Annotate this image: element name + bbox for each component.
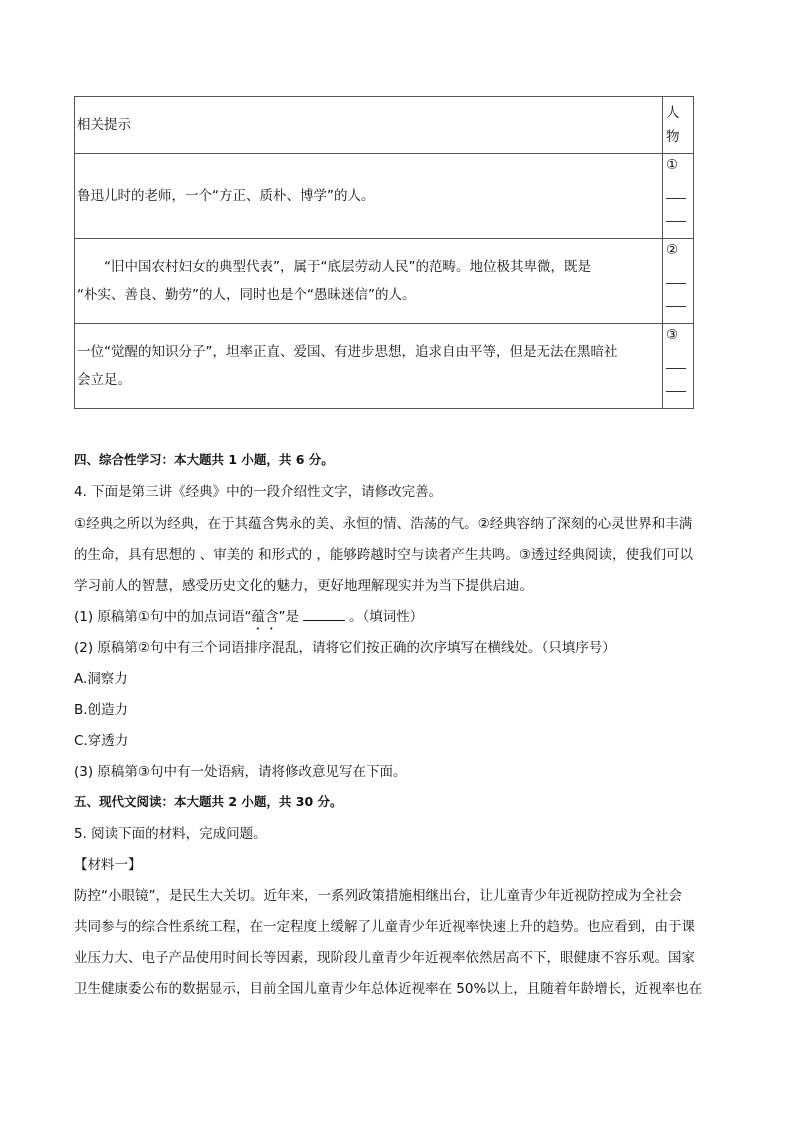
section-4-heading: 四、综合性学习：本大题共 1 小题，共 6 分。 — [74, 452, 334, 467]
hint-line: “朴实、善良、勤劳”的人，同时也是个“愚昧迷信”的人。 — [77, 287, 416, 303]
table-row — [75, 154, 694, 239]
person-cell[interactable] — [663, 324, 694, 409]
question-4-title: 4. 下面是第三讲《经典》中的一段介绍性文字，请修改完善。 — [74, 484, 443, 500]
row-hint — [75, 324, 663, 409]
hint-line: “旧中国农村妇女的典型代表”，属于“底层劳动人民”的范畴。地位极其卑微，既是 — [77, 259, 591, 275]
sub1-post: 。（填词性） — [349, 609, 424, 625]
row-hint — [75, 239, 663, 324]
answer-blank[interactable] — [666, 369, 686, 392]
table-row — [75, 324, 694, 409]
passage-line: 学习前人的智慧，感受历史文化的魅力，更好地理解现实并为当下提供启迪。 — [74, 578, 533, 594]
passage-line: 的生命，具有思想的 、审美的 和形式的 ，能够跨越时空与读者产生共鸣。③透过经典阅读，使我们可以 — [74, 547, 693, 563]
answer-blank[interactable] — [666, 261, 686, 284]
passage-line: 卫生健康委公布的数据显示，目前全国儿童青少年总体近视率在 50%以上，且随着年龄增长，近视率也在 — [74, 981, 703, 997]
sub-question-3: (3) 原稿第③句中有一处语病，请将修改意见写在下面。 — [74, 764, 407, 780]
option-a: A.洞察力 — [74, 671, 128, 687]
answer-blank[interactable] — [666, 199, 686, 222]
section-5-heading: 五、现代文阅读：本大题共 2 小题，共 30 分。 — [74, 794, 343, 809]
header-person — [663, 97, 694, 154]
dotted-word: 蕴含 — [251, 609, 279, 625]
answer-blank[interactable] — [666, 284, 686, 307]
answer-blank[interactable] — [303, 608, 345, 621]
hint-line: 会立足。 — [77, 372, 131, 388]
table-row — [75, 239, 694, 324]
table-header-row — [75, 97, 694, 154]
person-number: ② — [666, 242, 679, 258]
passage-line: 业压力大、电子产品使用时间长等因素，现阶段儿童青少年近视率依然居高不下，眼健康不容乐观。国家 — [74, 950, 695, 966]
passage-line: ①经典之所以为经典，在于其蕴含隽永的美、永恒的情、浩荡的气。②经典容纳了深刻的心灵世界和丰满 — [74, 516, 693, 532]
person-cell[interactable] — [663, 154, 694, 239]
row-hint — [75, 154, 663, 239]
answer-blank[interactable] — [666, 346, 686, 369]
passage-line: 共同参与的综合性系统工程，在一定程度上缓解了儿童青少年近视率快速上升的趋势。也应看到，由于课 — [74, 919, 695, 935]
sub-question-1 — [74, 605, 423, 633]
hint-line: 一位“觉醒的知识分子”，坦率正直、爱国、有进步思想，追求自由平等，但是无法在黑暗社 — [77, 344, 618, 360]
sub-question-2: (2) 原稿第②句中有三个词语排序混乱，请将它们按正确的次序填写在横线处。（只填序号） — [74, 640, 616, 656]
question-5-title: 5. 阅读下面的材料，完成问题。 — [74, 826, 267, 842]
passage-line: 防控“小眼镜”，是民生大关切。近年来，一系列政策措施相继出台，让儿童青少年近视防控成为全社会 — [74, 888, 682, 904]
person-number: ① — [666, 157, 679, 173]
sub1-pre: (1) 原稿第①句中的加点词语“ — [74, 609, 252, 625]
character-table — [74, 96, 694, 409]
sub1-mid: ”是 — [278, 609, 300, 625]
option-c: C.穿透力 — [74, 733, 129, 749]
person-number: ③ — [666, 327, 679, 343]
person-cell[interactable] — [663, 239, 694, 324]
header-person-text: 人物 — [666, 105, 680, 145]
hint-line: 鲁迅儿时的老师，一个“方正、质朴、博学”的人。 — [77, 188, 375, 204]
header-hint: 相关提示 — [75, 97, 663, 154]
option-b: B.创造力 — [74, 702, 129, 718]
material-label: 【材料一】 — [74, 857, 142, 873]
answer-blank[interactable] — [666, 176, 686, 199]
